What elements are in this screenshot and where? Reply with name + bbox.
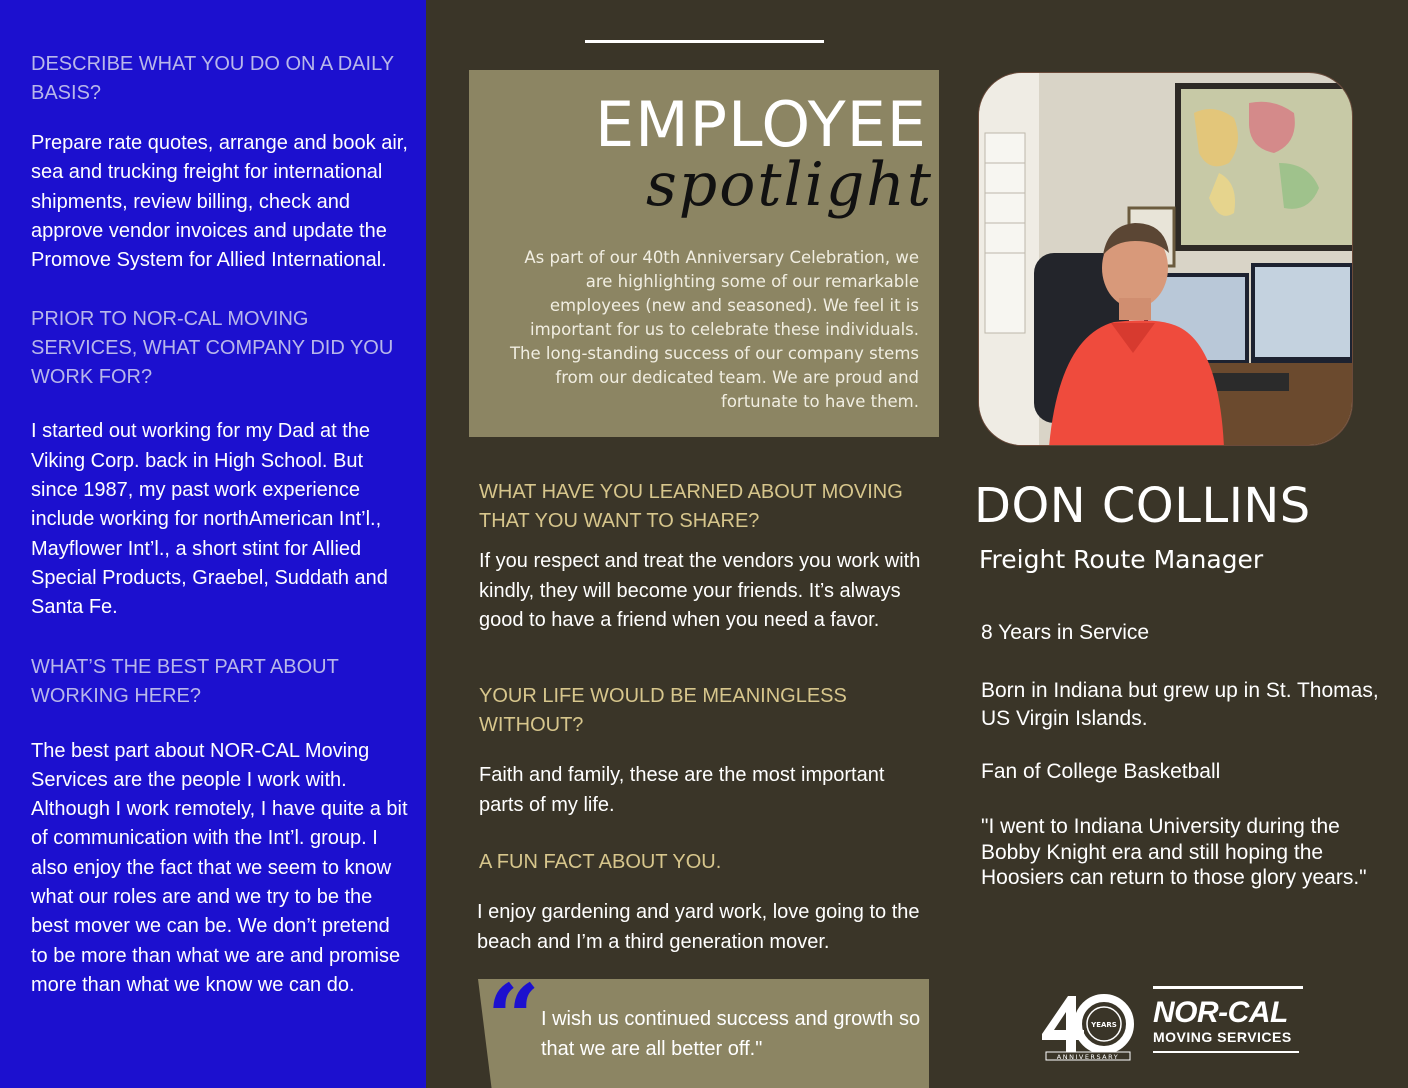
fact-birthplace: Born in Indiana but grew up in St. Thomas, US Virgin Islands. — [981, 679, 1379, 730]
middle-qa-2 — [479, 682, 929, 740]
answer-prior-company: I started out working for my Dad at the Viking Corp. back in High School. But since 1987, my past work experience include working for northAmerican Int’l., Mayflower Int’l., a short stint for Allied Special Products, Graebel, Suddath and Santa Fe. — [31, 420, 388, 619]
norcal-logo — [1153, 986, 1303, 1053]
spotlight-title: EMPLOYEE — [594, 88, 927, 161]
middle-qa-3-answer — [477, 898, 927, 957]
answer-best-part: The best part about NOR-CAL Moving Services are the people I work with. Although I work remotely, I have quite a bit of communication with the Int’l. group. I also enjoy the fact that we seem to know what our roles are and we try to be the best mover we can be. We don’t pretend to be more than what we are and promise more than what we know we can do. — [31, 739, 408, 996]
intro-box — [469, 70, 939, 437]
photo-illustration — [979, 73, 1353, 446]
question-fun-fact: A FUN FACT ABOUT YOU. — [479, 851, 722, 873]
middle-qa-3 — [479, 848, 929, 877]
norcal-logo-name: NOR-CAL — [1153, 996, 1288, 1029]
middle-qa-2-answer — [479, 761, 929, 820]
answer-meaningless: Faith and family, these are the most important parts of my life. — [479, 764, 885, 816]
anniversary-logo — [1038, 990, 1134, 1062]
question-best-part: WHAT’S THE BEST PART ABOUT WORKING HERE? — [31, 655, 339, 707]
middle-qa-1-answer — [479, 547, 929, 636]
quote-text: I wish us continued success and growth so that we are all better off." — [541, 1008, 921, 1060]
answer-learned: If you respect and treat the vendors you work with kindly, they will become your friends. It’s always good to have a friend when you need a favor. — [479, 550, 921, 631]
question-daily-basis: DESCRIBE WHAT YOU DO ON A DAILY BASIS? — [31, 53, 394, 104]
quote-mark-icon: “ — [487, 964, 540, 1072]
question-prior-company: PRIOR TO NOR-CAL MOVING SERVICES, WHAT COMPANY DID YOU WORK FOR? — [31, 308, 394, 389]
employee-name: DON COLLINS — [974, 478, 1311, 534]
top-divider — [585, 40, 824, 43]
fact-university-quote: "I went to Indiana University during the Bobby Knight era and still hoping the Hoosiers can return to those glory years." — [981, 815, 1367, 889]
fact-basketball: Fan of College Basketball — [981, 760, 1221, 783]
employee-photo — [978, 72, 1353, 446]
norcal-logo-sub: MOVING SERVICES — [1153, 1029, 1292, 1045]
answer-daily-basis: Prepare rate quotes, arrange and book air, sea and trucking freight for international shipments, review billing, check and approve vendor invoices and update the Promove System for Allied International. — [31, 132, 408, 272]
spotlight-subtitle: spotlight — [646, 150, 933, 220]
intro-text: As part of our 40th Anniversary Celebration, we are highlighting some of our remarkable employees (new and seasoned). We feel it is important for us to celebrate these individuals. The long-standing success of our company stems from our dedicated team. We are proud and fortunate to have them. — [509, 248, 919, 411]
employee-role: Freight Route Manager — [979, 545, 1264, 574]
answer-fun-fact: I enjoy gardening and yard work, love going to the beach and I’m a third generation mover. — [477, 901, 920, 953]
middle-qa-1 — [479, 478, 929, 536]
norcal-logo-bar — [1153, 986, 1303, 989]
fact-years-service: 8 Years in Service — [981, 621, 1150, 644]
norcal-logo-bar-bottom — [1153, 1051, 1299, 1053]
anniversary-caption: ANNIVERSARY — [1056, 1053, 1120, 1061]
question-meaningless: YOUR LIFE WOULD BE MEANINGLESS WITHOUT? — [479, 685, 847, 736]
question-learned: WHAT HAVE YOU LEARNED ABOUT MOVING THAT YOU WANT TO SHARE? — [479, 481, 903, 532]
left-panel — [0, 0, 426, 1088]
anniversary-40-icon — [1038, 990, 1134, 1062]
anniversary-years-text: YEARS — [1091, 1021, 1117, 1029]
